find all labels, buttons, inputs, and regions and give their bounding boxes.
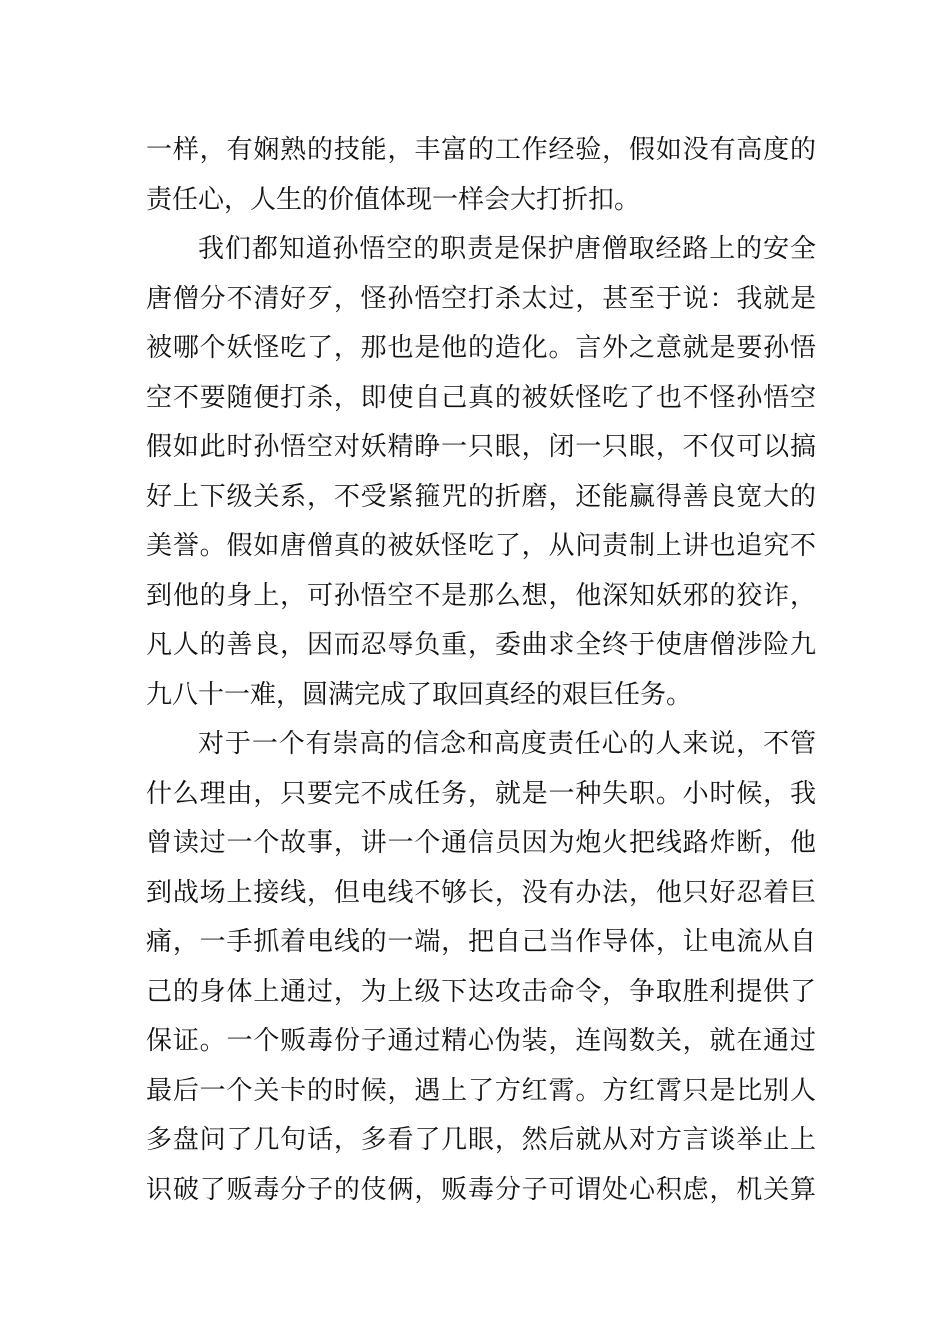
text-line: 被哪个妖怪吃了，那也是他的造化。言外之意就是要孙悟 [146,333,816,363]
text-line: 对于一个有崇高的信念和高度责任心的人来说，不管 [198,729,816,759]
text-line: 九八十一难，圆满完成了取回真经的艰巨任务。 [146,679,693,710]
text-line: 美誉。假如唐僧真的被妖怪吃了，从问责制上讲也追究不 [146,531,816,561]
text-line: 到战场上接线，但电线不够长，没有办法，他只好忍着巨 [146,877,816,908]
text-line: 空不要随便打杀，即使自己真的被妖怪吃了也不怪孙悟空 [146,382,816,413]
text-line: 己的身体上通过，为上级下达攻击命令，争取胜利提供了 [146,976,816,1007]
text-line: 我们都知道孙悟空的职责是保护唐僧取经路上的安全 [198,234,816,264]
text-line: 曾读过一个故事，讲一个通信员因为炮火把线路炸断，他 [146,828,816,858]
text-line: 识破了贩毒分子的伎俩，贩毒分子可谓处心积虑，机关算 [146,1174,816,1205]
text-line: 什么理由，只要完不成任务，就是一种失职。小时候，我 [146,778,816,809]
text-line: 多盘问了几句话，多看了几眼，然后就从对方言谈举止上 [146,1125,816,1155]
text-line: 最后一个关卡的时候，遇上了方红霄。方红霄只是比别人 [146,1075,816,1106]
text-line: 责任心，人生的价值体现一样会大打折扣。 [146,184,641,215]
text-line: 唐僧分不清好歹，怪孙悟空打杀太过，甚至于说：我就是 [146,283,816,314]
text-line: 到他的身上，可孙悟空不是那么想，他深知妖邪的狡诈， [146,580,816,611]
text-line: 痛，一手抓着电线的一端，把自己当作导体，让电流从自 [146,927,816,957]
text-line: 假如此时孙悟空对妖精睁一只眼，闭一只眼，不仅可以搞 [146,432,816,462]
text-line: 一样，有娴熟的技能，丰富的工作经验，假如没有高度的 [146,135,816,165]
text-line: 保证。一个贩毒份子通过精心伪装，连闯数关，就在通过 [146,1026,816,1056]
text-line: 凡人的善良，因而忍辱负重，委曲求全终于使唐僧涉险九 [146,630,816,660]
text-line: 好上下级关系，不受紧箍咒的折磨，还能赢得善良宽大的 [146,481,816,512]
body-text [146,126,816,1215]
